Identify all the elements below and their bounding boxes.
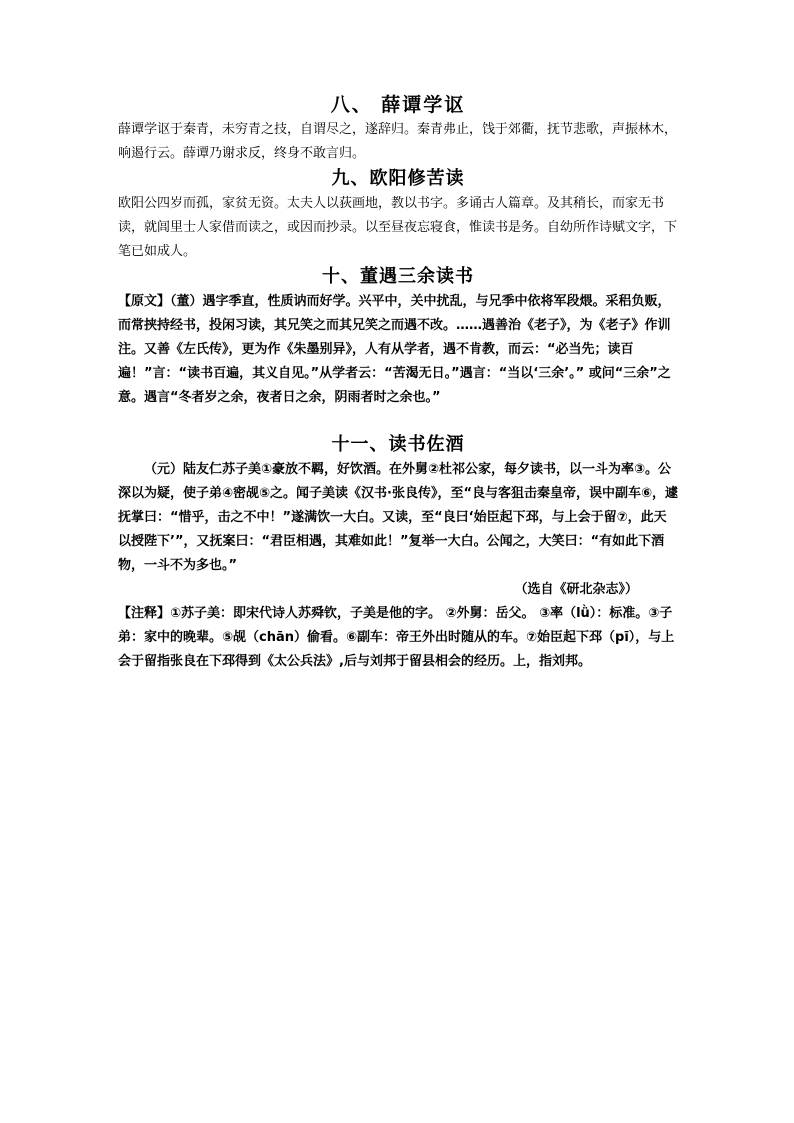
section-10-body: [118, 290, 678, 410]
section-10-tag: 【原文】: [118, 294, 171, 309]
section-8-body: 薛谭学讴于秦青，未穷青之技，自谓尽之，遂辞归。秦青弗止，饯于郊衢，抚节悲歌，声振林木，响遏行云。薛谭乃谢求反，终身不敢言归。: [118, 122, 678, 161]
section-10-title: 十、董遇三余读书: [322, 266, 474, 287]
section-10-text: （董）遇字季直，性质讷而好学。兴平中，关中扰乱，与兄季中依将军段煨。采稆负贩，而常挟持经书，投闲习读，其兄笑之而其兄笑之而遇不改。……遇善治《老子》，为《老子》作训注。又善《左氏传》，更为作《朱墨别异》，人有从学者，遇不肯教，而云：“必当先；读百遍！”言：“读书百遍，其义自见。”从学者云：“苦渴无日。”遇言：“当以‘三余’。” 或问“三余”之意。遇言“冬者岁之余，夜者日之余，阴雨者时之余也。”: [118, 294, 671, 405]
section-9-title: 九、欧阳修苦读: [331, 168, 465, 189]
notes-tag: 【注释】: [118, 606, 171, 621]
spacer: [118, 410, 678, 432]
section-9-body: 欧阳公四岁而孤，家贫无资。太夫人以荻画地，教以书字。多诵古人篇章。及其稍长，而家无书读，就闾里士人家借而读之，或因而抄录。以至昼夜忘寝食，惟读书是务。自幼所作诗赋文字，下笔已如成人。: [118, 196, 678, 259]
document-content: [118, 92, 678, 674]
section-11-body: （元）陆友仁苏子美①豪放不羁，好饮酒。在外舅②杜祁公家，每夕读书，以一斗为率③。公深以为疑，使子弟④密觇⑤之。闻子美读《汉书·张良传》，至“良与客狙击秦皇帝，误中副车⑥，遽抚掌曰：“惜乎，击之不中！”遂满饮一大白。又读，至“良曰‘始臣起下邳，与上会于留⑦，此天以授陛下’”，又抚案曰：“君臣相遇，其难如此！”复举一大白。公闻之，大笑曰：“有如此下酒物，一斗不为多也。”: [118, 462, 679, 573]
section-8-title: 八、 薛谭学讴: [330, 94, 466, 116]
section-11-title: 十一、读书佐酒: [331, 434, 465, 455]
section-11-source: （选自《研北杂志》）: [514, 582, 638, 597]
notes-text: ①苏子美：即宋代诗人苏舜钦，子美是他的字。 ②外舅：岳父。 ③率（lǜ）：标准。③子弟：家中的晚辈。⑤觇（chān）偷看。⑥副车：帝王外出时随从的车。⑦始臣起下邳（pī），与上会于留指张良在下邳得到《太公兵法》,后与刘邦于留县相会的经历。上，指刘邦。: [118, 606, 675, 669]
section-11-notes: [118, 602, 678, 674]
